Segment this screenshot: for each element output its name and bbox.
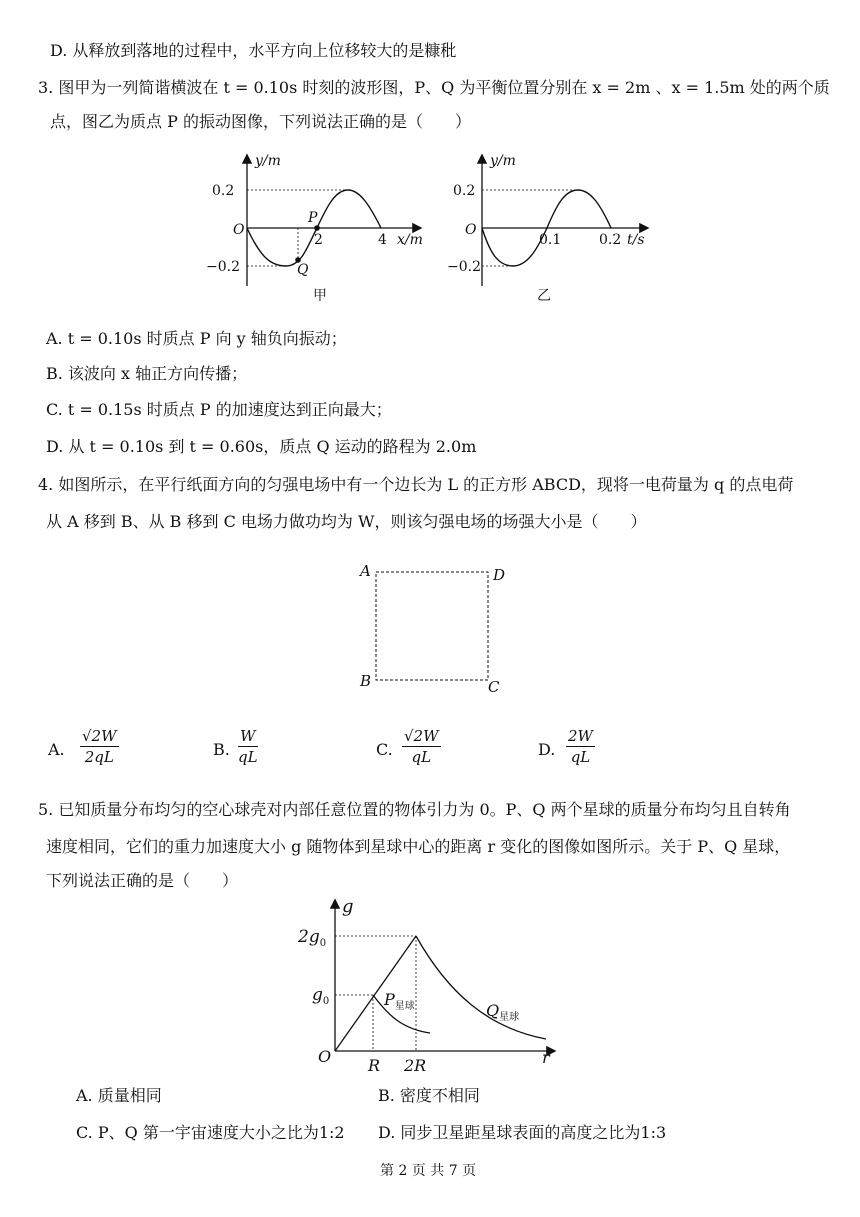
x-tick-label: 4 [378, 232, 387, 248]
q4-option-d-fraction [566, 726, 595, 767]
x-tick-label: 0.2 [599, 232, 622, 248]
origin-label: O [233, 222, 245, 238]
q-star-curve [416, 936, 546, 1039]
x-tick-label: 0.1 [539, 232, 562, 248]
q4-option-a-label: A. [48, 740, 65, 759]
q5-stem-line1: 5. 已知质量分布均匀的空心球壳对内部任意位置的物体引力为 0。P、Q 两个星球的质量分布均匀且自转角 [38, 800, 791, 819]
y-tick-label: 0.2 [453, 183, 476, 199]
x-tick-r: R [368, 1056, 381, 1075]
q3-option-d: D. 从 t = 0.10s 到 t = 0.60s，质点 Q 运动的路程为 2.0m [46, 437, 477, 456]
q-star-label: $Q_{星球}$ [486, 1001, 520, 1023]
q3-option-a: A. t = 0.10s 时质点 P 向 y 轴负向振动； [46, 329, 347, 348]
y-tick-2g0: $2g_0$ [298, 927, 327, 949]
denominator: 2qL [84, 748, 114, 766]
q4-option-c-fraction [402, 726, 441, 767]
q5-option-d: D. 同步卫星距星球表面的高度之比为1:3 [378, 1123, 667, 1142]
q4-stem-line2: 从 A 移到 B、从 B 移到 C 电场力做功均为 W，则该匀强电场的场强大小是（ ） [46, 512, 647, 531]
x-tick-label: 2 [314, 232, 323, 248]
q5-stem-line3: 下列说法正确的是（ ） [46, 871, 239, 890]
q4-option-a-fraction [80, 726, 119, 767]
numerator: √2W [82, 727, 117, 745]
y-tick-label: −0.2 [447, 259, 481, 275]
vertex-d-label: D [493, 566, 506, 584]
x-axis-label: r [542, 1048, 550, 1067]
denominator: qL [411, 748, 432, 766]
q3-option-b: B. 该波向 x 轴正方向传播； [46, 364, 248, 383]
numerator: √2W [404, 727, 439, 745]
y-axis-label: y/m [255, 153, 281, 169]
wave-graph-jia [200, 148, 430, 308]
q5-option-c: C. P、Q 第一宇宙速度大小之比为1:2 [76, 1123, 345, 1142]
vibration-graph-yi [435, 148, 665, 308]
point-p-label: P [308, 210, 318, 226]
q4-option-d-label: D. [538, 740, 556, 759]
vertex-b-label: B [360, 672, 372, 690]
q3-stem-line2: 点，图乙为质点 P 的振动图像，下列说法正确的是（ ） [50, 112, 471, 131]
q4-option-b-label: B. [213, 740, 230, 759]
denominator: qL [570, 748, 591, 766]
point-p [314, 225, 320, 231]
origin-label: O [465, 222, 477, 238]
p-star-label: $P_{星球}$ [384, 990, 415, 1012]
q2-option-d: D. 从释放到落地的过程中，水平方向上位移较大的是糠秕 [50, 41, 457, 60]
q5-option-a: A. 质量相同 [76, 1086, 162, 1105]
origin-label: O [318, 1047, 332, 1066]
q4-option-b-fraction [238, 726, 258, 767]
numerator: W [238, 726, 258, 747]
y-tick-label: −0.2 [206, 259, 240, 275]
q5-option-b: B. 密度不相同 [378, 1086, 480, 1105]
q3-stem-line1: 3. 图甲为一列简谐横波在 t = 0.10s 时刻的波形图，P、Q 为平衡位置分别在 x = 2m 、x = 1.5m 处的两个质 [38, 78, 830, 97]
y-axis-label: g [342, 896, 354, 917]
point-q-label: Q [297, 262, 309, 278]
x-axis-label: x/m [397, 232, 423, 248]
q5-stem-line2: 速度相同，它们的重力加速度大小 g 随物体到星球中心的距离 r 变化的图像如图所示。关于 P、Q 星球， [46, 837, 791, 856]
graph-caption: 乙 [537, 288, 551, 304]
interior-line [335, 936, 416, 1051]
graph-caption: 甲 [313, 288, 327, 304]
q4-option-c-label: C. [376, 740, 393, 759]
denominator: qL [238, 748, 258, 766]
y-tick-g0: $g_0$ [312, 985, 330, 1007]
q3-option-c: C. t = 0.15s 时质点 P 的加速度达到正向最大； [46, 400, 392, 419]
gravity-graph [288, 893, 578, 1078]
page-footer: 第 2 页 共 7 页 [380, 1163, 477, 1179]
square-abcd-diagram [350, 558, 520, 698]
q4-stem-line1: 4. 如图所示，在平行纸面方向的匀强电场中有一个边长为 L 的正方形 ABCD，现将一电荷量为 q 的点电荷 [38, 475, 794, 494]
square-outline [376, 572, 488, 680]
numerator: 2W [568, 727, 593, 745]
x-axis-label: t/s [627, 232, 645, 248]
vertex-a-label: A [360, 562, 371, 580]
y-axis-label: y/m [490, 153, 516, 169]
vertex-c-label: C [488, 678, 500, 696]
y-tick-label: 0.2 [212, 183, 235, 199]
x-tick-2r: 2R [404, 1056, 427, 1075]
